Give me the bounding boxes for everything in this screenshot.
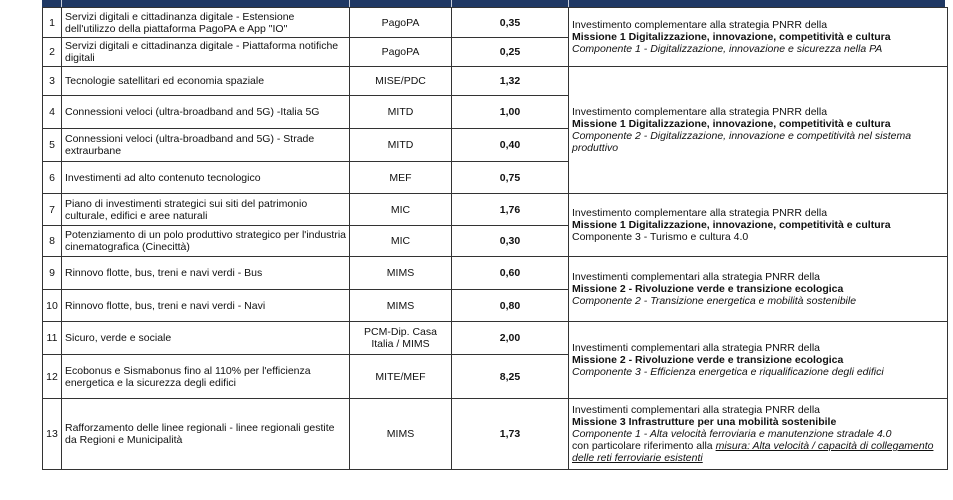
row-entity: MISE/PDC (350, 67, 452, 96)
row-amount: 8,25 (452, 355, 569, 399)
row-entity: MITE/MEF (350, 355, 452, 399)
row-description: Investimenti ad alto contenuto tecnologico (62, 162, 350, 194)
header-divider (568, 0, 569, 7)
note-component: Componente 2 - Digitalizzazione, innovazione e competitività nel sistema produttivo (572, 130, 912, 154)
row-amount: 0,40 (452, 129, 569, 162)
row-entity: MIMS (350, 257, 452, 290)
row-entity: MITD (350, 96, 452, 129)
note-mission: Missione 2 - Rivoluzione verde e transizione ecologica (572, 283, 844, 295)
table-row (43, 194, 948, 226)
row-description: Servizi digitali e cittadinanza digitale - Piattaforma notifiche digitali (62, 38, 350, 67)
note-intro: Investimenti complementari alla strategia PNRR della (572, 271, 821, 283)
note-component: Componente 2 - Transizione energetica e mobilità sostenibile (572, 295, 857, 307)
row-number: 1 (43, 8, 62, 38)
row-amount: 1,32 (452, 67, 569, 96)
note-mission: Missione 1 Digitalizzazione, innovazione, competitività e cultura (572, 118, 891, 130)
mission-note (569, 399, 948, 470)
row-description: Rinnovo flotte, bus, treni e navi verdi - Bus (62, 257, 350, 290)
row-entity: MIMS (350, 290, 452, 322)
row-number: 10 (43, 290, 62, 322)
row-amount: 1,73 (452, 399, 569, 470)
row-number: 11 (43, 322, 62, 355)
mission-note (569, 322, 948, 399)
row-entity: PagoPA (350, 8, 452, 38)
row-description: Ecobonus e Sismabonus fino al 110% per l'efficienza energetica e la sicurezza degli edifici (62, 355, 350, 399)
row-number: 9 (43, 257, 62, 290)
row-entity: MIC (350, 194, 452, 226)
header-divider (61, 0, 62, 7)
row-description: Connessioni veloci (ultra-broadband and 5G) -Italia 5G (62, 96, 350, 129)
note-measure-cont: delle reti ferroviarie esistenti (572, 452, 703, 464)
row-number: 12 (43, 355, 62, 399)
row-amount: 0,30 (452, 226, 569, 257)
row-amount: 0,75 (452, 162, 569, 194)
note-detail (572, 440, 944, 452)
row-number: 2 (43, 38, 62, 67)
row-description: Potenziamento di un polo produttivo strategico per l'industria cinematografica (Cinecittà) (62, 226, 350, 257)
table-row (43, 67, 948, 96)
note-component: Componente 1 - Alta velocità ferroviaria e manutenzione stradale 4.0 (572, 428, 892, 440)
row-number: 5 (43, 129, 62, 162)
mission-note (569, 194, 948, 257)
mission-note (569, 257, 948, 322)
note-intro: Investimenti complementari alla strategia PNRR della (572, 404, 821, 416)
row-description: Rafforzamento delle linee regionali - linee regionali gestite da Regioni e Municipalità (62, 399, 350, 470)
mission-note (569, 67, 948, 194)
row-entity: MIC (350, 226, 452, 257)
note-component: Componente 3 - Turismo e cultura 4.0 (572, 231, 749, 243)
note-intro: Investimento complementare alla strategia PNRR della (572, 106, 828, 118)
note-intro: Investimento complementare alla strategia PNRR della (572, 207, 828, 219)
note-measure: misura: Alta velocità / capacità di collegamento (715, 440, 934, 452)
row-description: Rinnovo flotte, bus, treni e navi verdi - Navi (62, 290, 350, 322)
note-mission: Missione 1 Digitalizzazione, innovazione, competitività e cultura (572, 219, 891, 231)
row-description: Piano di investimenti strategici sui siti del patrimonio culturale, edifici e aree naturali (62, 194, 350, 226)
header-divider (451, 0, 452, 7)
row-amount: 2,00 (452, 322, 569, 355)
table-header-bar (42, 0, 945, 7)
row-description: Sicuro, verde e sociale (62, 322, 350, 355)
row-description: Servizi digitali e cittadinanza digitale - Estensione dell'utilizzo della piattaforma PagoPA e App "IO" (62, 8, 350, 38)
row-entity: MITD (350, 129, 452, 162)
table-row (43, 322, 948, 355)
note-component: Componente 1 - Digitalizzazione, innovazione e sicurezza nella PA (572, 43, 883, 55)
row-number: 8 (43, 226, 62, 257)
row-entity: MEF (350, 162, 452, 194)
note-mission: Missione 2 - Rivoluzione verde e transizione ecologica (572, 354, 844, 366)
row-amount: 0,25 (452, 38, 569, 67)
table-row (43, 257, 948, 290)
note-mission: Missione 3 Infrastrutture per una mobilità sostenibile (572, 416, 837, 428)
row-number: 7 (43, 194, 62, 226)
row-amount: 0,60 (452, 257, 569, 290)
row-description: Tecnologie satellitari ed economia spaziale (62, 67, 350, 96)
row-amount: 1,00 (452, 96, 569, 129)
row-entity: MIMS (350, 399, 452, 470)
note-detail-text: con particolare riferimento alla (572, 440, 716, 452)
row-description: Connessioni veloci (ultra-broadband and 5G) - Strade extraurbane (62, 129, 350, 162)
note-mission: Missione 1 Digitalizzazione, innovazione, competitività e cultura (572, 31, 891, 43)
mission-note (569, 8, 948, 67)
note-component: Componente 3 - Efficienza energetica e riqualificazione degli edifici (572, 366, 884, 378)
row-amount: 0,35 (452, 8, 569, 38)
header-divider (349, 0, 350, 7)
investments-table (42, 7, 948, 470)
row-amount: 1,76 (452, 194, 569, 226)
row-number: 4 (43, 96, 62, 129)
row-entity: PagoPA (350, 38, 452, 67)
row-entity: PCM-Dip. Casa Italia / MIMS (350, 322, 452, 355)
row-number: 13 (43, 399, 62, 470)
table-row (43, 399, 948, 470)
note-intro: Investimento complementare alla strategia PNRR della (572, 19, 828, 31)
row-number: 3 (43, 67, 62, 96)
row-number: 6 (43, 162, 62, 194)
row-amount: 0,80 (452, 290, 569, 322)
table-row (43, 8, 948, 38)
note-intro: Investimenti complementari alla strategia PNRR della (572, 342, 821, 354)
